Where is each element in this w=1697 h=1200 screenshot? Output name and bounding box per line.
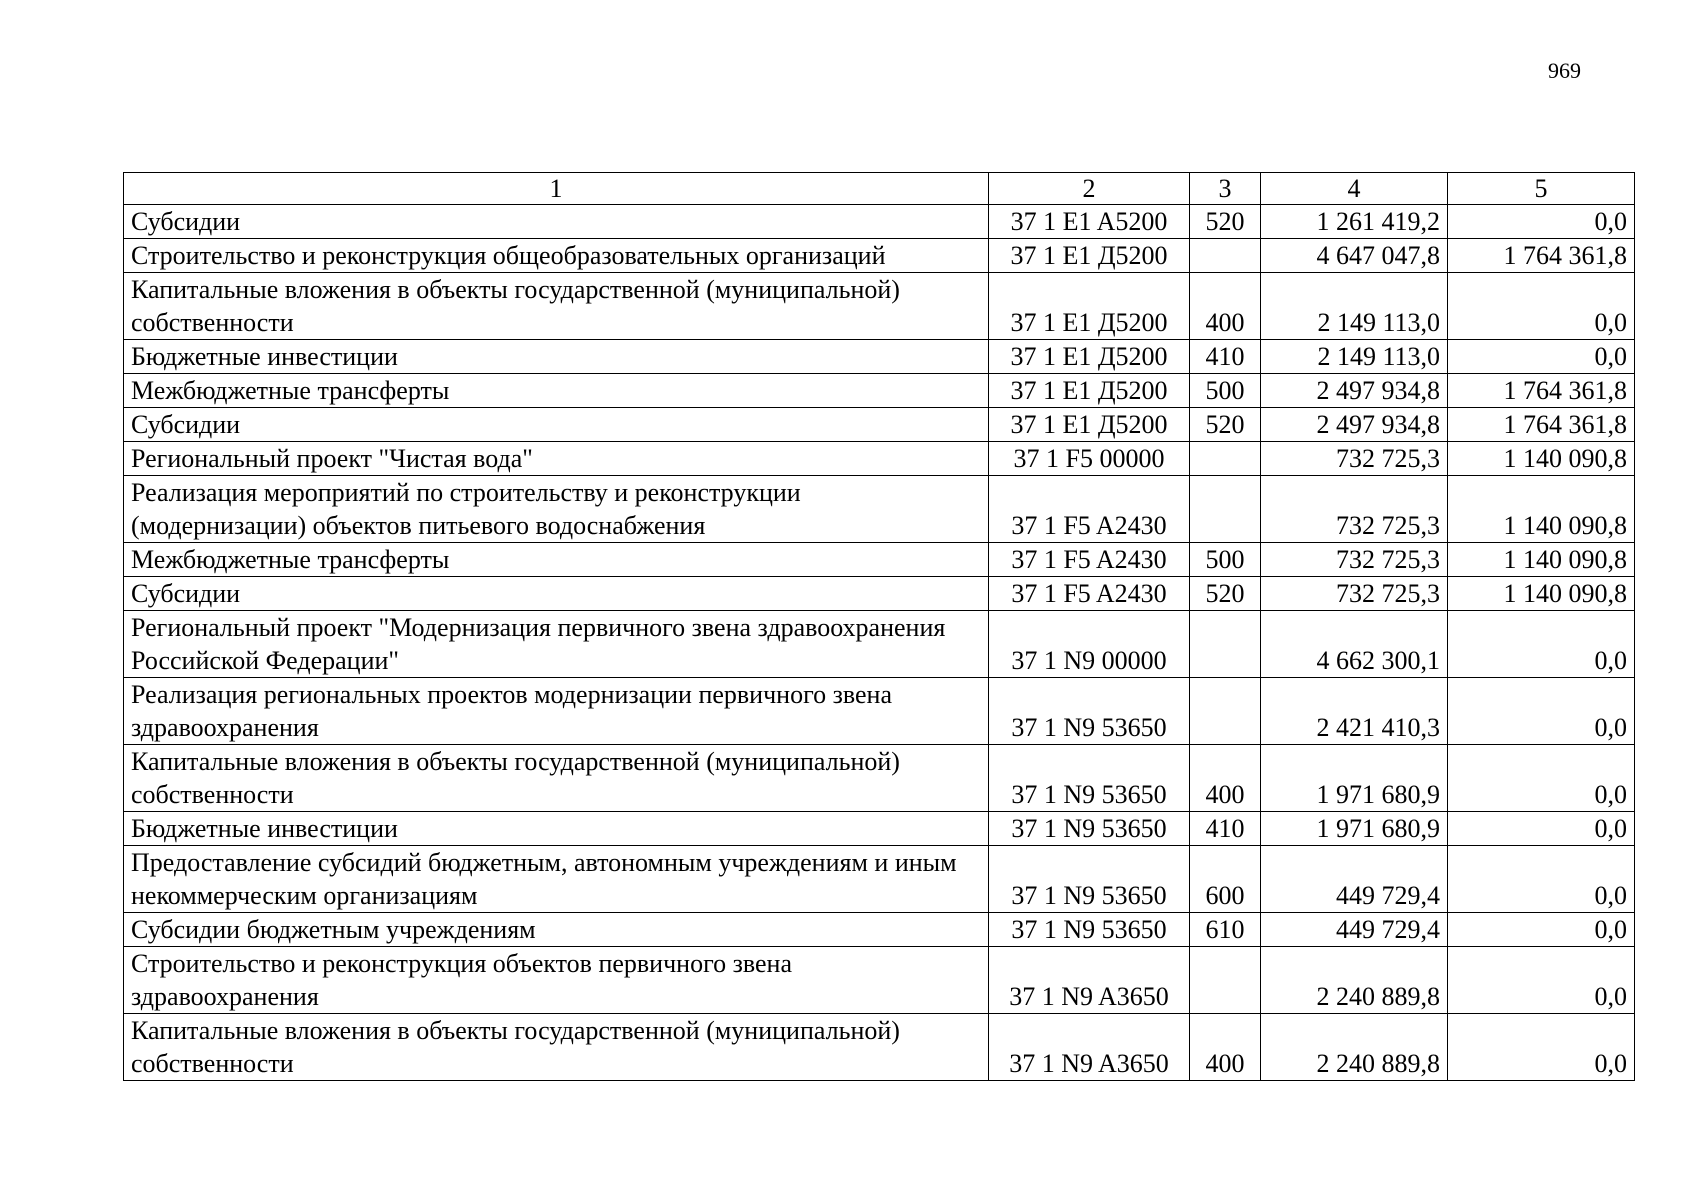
row-amount-cell: 4 662 300,1	[1261, 611, 1448, 678]
row-code-cell: 37 1 N9 53650	[989, 846, 1190, 913]
table-row	[124, 408, 1635, 442]
row-type-cell: 600	[1190, 846, 1261, 913]
row-code-cell: 37 1 N9 53650	[989, 745, 1190, 812]
table-row	[124, 812, 1635, 846]
row-name-cell: Предоставление субсидий бюджетным, автономным учреждениям и иным некоммерческим организациям	[124, 846, 989, 913]
row-amount-cell: 1 764 361,8	[1448, 239, 1635, 273]
row-code-cell: 37 1 F5 A2430	[989, 543, 1190, 577]
row-amount-cell: 732 725,3	[1261, 577, 1448, 611]
row-type-cell	[1190, 239, 1261, 273]
row-amount-cell: 1 140 090,8	[1448, 543, 1635, 577]
row-code-cell: 37 1 E1 Д5200	[989, 408, 1190, 442]
row-type-cell	[1190, 476, 1261, 543]
table-row	[124, 374, 1635, 408]
row-amount-cell: 0,0	[1448, 745, 1635, 812]
row-code-cell: 37 1 N9 A3650	[989, 1014, 1190, 1081]
page-number: 969	[1548, 58, 1581, 83]
table-row	[124, 340, 1635, 374]
row-code-cell: 37 1 N9 00000	[989, 611, 1190, 678]
table-row	[124, 947, 1635, 1014]
row-type-cell: 400	[1190, 745, 1261, 812]
row-amount-cell: 0,0	[1448, 913, 1635, 947]
row-code-cell: 37 1 N9 A3650	[989, 947, 1190, 1014]
row-amount-cell: 1 140 090,8	[1448, 577, 1635, 611]
row-code-cell: 37 1 N9 53650	[989, 678, 1190, 745]
row-amount-cell: 0,0	[1448, 611, 1635, 678]
row-amount-cell: 0,0	[1448, 1014, 1635, 1081]
table-row	[124, 745, 1635, 812]
row-amount-cell: 2 240 889,8	[1261, 947, 1448, 1014]
row-name-cell: Реализация региональных проектов модернизации первичного звена здравоохранения	[124, 678, 989, 745]
table-row	[124, 1014, 1635, 1081]
table-row	[124, 205, 1635, 239]
row-amount-cell: 2 497 934,8	[1261, 408, 1448, 442]
row-code-cell: 37 1 N9 53650	[989, 812, 1190, 846]
row-amount-cell: 0,0	[1448, 678, 1635, 745]
row-type-cell	[1190, 442, 1261, 476]
row-type-cell	[1190, 611, 1261, 678]
row-amount-cell: 0,0	[1448, 340, 1635, 374]
table-row	[124, 611, 1635, 678]
row-amount-cell: 2 421 410,3	[1261, 678, 1448, 745]
row-amount-cell: 0,0	[1448, 846, 1635, 913]
row-code-cell: 37 1 F5 A2430	[989, 577, 1190, 611]
row-code-cell: 37 1 F5 A2430	[989, 476, 1190, 543]
row-name-cell: Межбюджетные трансферты	[124, 374, 989, 408]
row-type-cell	[1190, 947, 1261, 1014]
row-amount-cell: 732 725,3	[1261, 442, 1448, 476]
row-code-cell: 37 1 E1 Д5200	[989, 340, 1190, 374]
row-type-cell: 610	[1190, 913, 1261, 947]
row-name-cell: Бюджетные инвестиции	[124, 812, 989, 846]
table-row	[124, 239, 1635, 273]
row-amount-cell: 449 729,4	[1261, 913, 1448, 947]
table-row	[124, 543, 1635, 577]
row-type-cell	[1190, 678, 1261, 745]
row-code-cell: 37 1 N9 53650	[989, 913, 1190, 947]
row-type-cell: 410	[1190, 812, 1261, 846]
row-name-cell: Реализация мероприятий по строительству и реконструкции (модернизации) объектов питьевого водоснабжения	[124, 476, 989, 543]
row-amount-cell: 1 261 419,2	[1261, 205, 1448, 239]
row-amount-cell: 0,0	[1448, 205, 1635, 239]
table-row	[124, 273, 1635, 340]
row-name-cell: Строительство и реконструкция общеобразовательных организаций	[124, 239, 989, 273]
row-code-cell: 37 1 F5 00000	[989, 442, 1190, 476]
row-amount-cell: 0,0	[1448, 812, 1635, 846]
table-row	[124, 846, 1635, 913]
row-code-cell: 37 1 E1 Д5200	[989, 374, 1190, 408]
row-code-cell: 37 1 E1 Д5200	[989, 273, 1190, 340]
row-amount-cell: 2 149 113,0	[1261, 273, 1448, 340]
row-name-cell: Субсидии бюджетным учреждениям	[124, 913, 989, 947]
column-header-4: 4	[1261, 173, 1448, 205]
row-amount-cell: 1 971 680,9	[1261, 745, 1448, 812]
row-amount-cell: 0,0	[1448, 273, 1635, 340]
row-name-cell: Субсидии	[124, 577, 989, 611]
row-type-cell: 520	[1190, 577, 1261, 611]
row-type-cell: 500	[1190, 374, 1261, 408]
row-name-cell: Региональный проект "Модернизация первичного звена здравоохранения Российской Федерации"	[124, 611, 989, 678]
row-type-cell: 410	[1190, 340, 1261, 374]
row-name-cell: Капитальные вложения в объекты государственной (муниципальной) собственности	[124, 745, 989, 812]
row-amount-cell: 1 140 090,8	[1448, 476, 1635, 543]
row-name-cell: Региональный проект "Чистая вода"	[124, 442, 989, 476]
row-amount-cell: 1 764 361,8	[1448, 374, 1635, 408]
row-amount-cell: 732 725,3	[1261, 476, 1448, 543]
row-code-cell: 37 1 E1 Д5200	[989, 239, 1190, 273]
column-header-3: 3	[1190, 173, 1261, 205]
column-header-1: 1	[124, 173, 989, 205]
column-header-2: 2	[989, 173, 1190, 205]
row-type-cell: 500	[1190, 543, 1261, 577]
row-code-cell: 37 1 E1 A5200	[989, 205, 1190, 239]
row-amount-cell: 2 240 889,8	[1261, 1014, 1448, 1081]
row-type-cell: 400	[1190, 1014, 1261, 1081]
row-amount-cell: 732 725,3	[1261, 543, 1448, 577]
table-row	[124, 442, 1635, 476]
row-type-cell: 520	[1190, 205, 1261, 239]
row-amount-cell: 2 149 113,0	[1261, 340, 1448, 374]
row-amount-cell: 449 729,4	[1261, 846, 1448, 913]
row-name-cell: Субсидии	[124, 408, 989, 442]
table-header-row	[124, 173, 1635, 205]
table-row	[124, 476, 1635, 543]
row-amount-cell: 1 140 090,8	[1448, 442, 1635, 476]
row-name-cell: Капитальные вложения в объекты государственной (муниципальной) собственности	[124, 273, 989, 340]
table-row	[124, 577, 1635, 611]
row-amount-cell: 2 497 934,8	[1261, 374, 1448, 408]
row-name-cell: Бюджетные инвестиции	[124, 340, 989, 374]
column-header-5: 5	[1448, 173, 1635, 205]
row-amount-cell: 1 764 361,8	[1448, 408, 1635, 442]
row-name-cell: Межбюджетные трансферты	[124, 543, 989, 577]
row-amount-cell: 1 971 680,9	[1261, 812, 1448, 846]
row-name-cell: Субсидии	[124, 205, 989, 239]
budget-table	[123, 172, 1635, 1081]
row-type-cell: 400	[1190, 273, 1261, 340]
row-amount-cell: 4 647 047,8	[1261, 239, 1448, 273]
row-name-cell: Капитальные вложения в объекты государственной (муниципальной) собственности	[124, 1014, 989, 1081]
table-row	[124, 913, 1635, 947]
row-name-cell: Строительство и реконструкция объектов первичного звена здравоохранения	[124, 947, 989, 1014]
row-amount-cell: 0,0	[1448, 947, 1635, 1014]
table-row	[124, 678, 1635, 745]
row-type-cell: 520	[1190, 408, 1261, 442]
